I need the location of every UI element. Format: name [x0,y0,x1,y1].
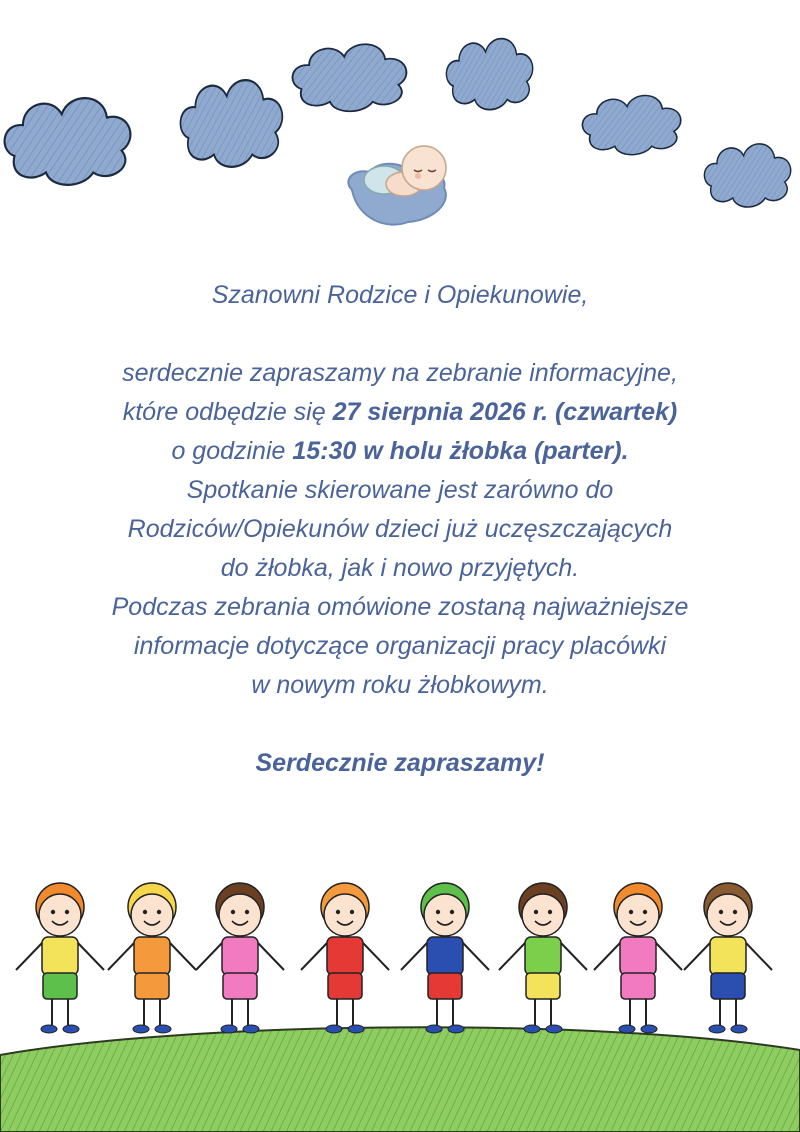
cloud-icon [582,96,680,155]
invitation-line-6: do żłobka, jak i nowo przyjętych. [220,554,580,582]
invitation-line-1: serdecznie zapraszamy na zebranie informacyjne, [122,359,678,387]
top-decoration [0,0,800,260]
child-figure [401,883,489,1033]
closing-line: Serdecznie zapraszamy! [255,749,545,777]
invitation-line-2: które odbędzie się 27 sierpnia 2026 r. (czwartek) [122,398,678,426]
cloud-icon [180,80,282,167]
child-figure [499,883,587,1033]
child-figure [684,883,772,1033]
invitation-line-9: w nowym roku żłobkowym. [251,671,549,699]
invitation-line-8: informacje dotyczące organizacji pracy placówki [133,632,667,660]
cloud-icon [446,39,532,110]
invitation-line-7: Podczas zebrania omówione zostaną najważniejsze [111,593,689,621]
child-figure [16,883,104,1033]
meeting-time-place: 15:30 w holu żłobka (parter). [292,437,629,465]
grass-hill-icon [0,1027,800,1132]
invitation-line-5: Rodziców/Opiekunów dzieci już uczęszczających [127,515,673,543]
meeting-date: 27 sierpnia 2026 r. (czwartek) [332,398,678,426]
bottom-decoration [0,850,800,1132]
child-figure [594,883,682,1033]
child-figure [196,883,284,1033]
cloud-icon [5,98,131,185]
invitation-line-3: o godzinie 15:30 w holu żłobka (parter). [171,437,629,465]
invitation-line-4: Spotkanie skierowane jest zarówno do [186,476,614,504]
child-figure [108,883,196,1033]
sleeping-baby-on-cloud-icon [348,146,446,225]
child-figure [301,883,389,1033]
cloud-icon [704,144,790,207]
greeting: Szanowni Rodzice i Opiekunowie, [211,281,589,309]
invitation-text [0,276,800,783]
children-holding-hands-icon [16,883,772,1033]
cloud-icon [293,44,407,111]
